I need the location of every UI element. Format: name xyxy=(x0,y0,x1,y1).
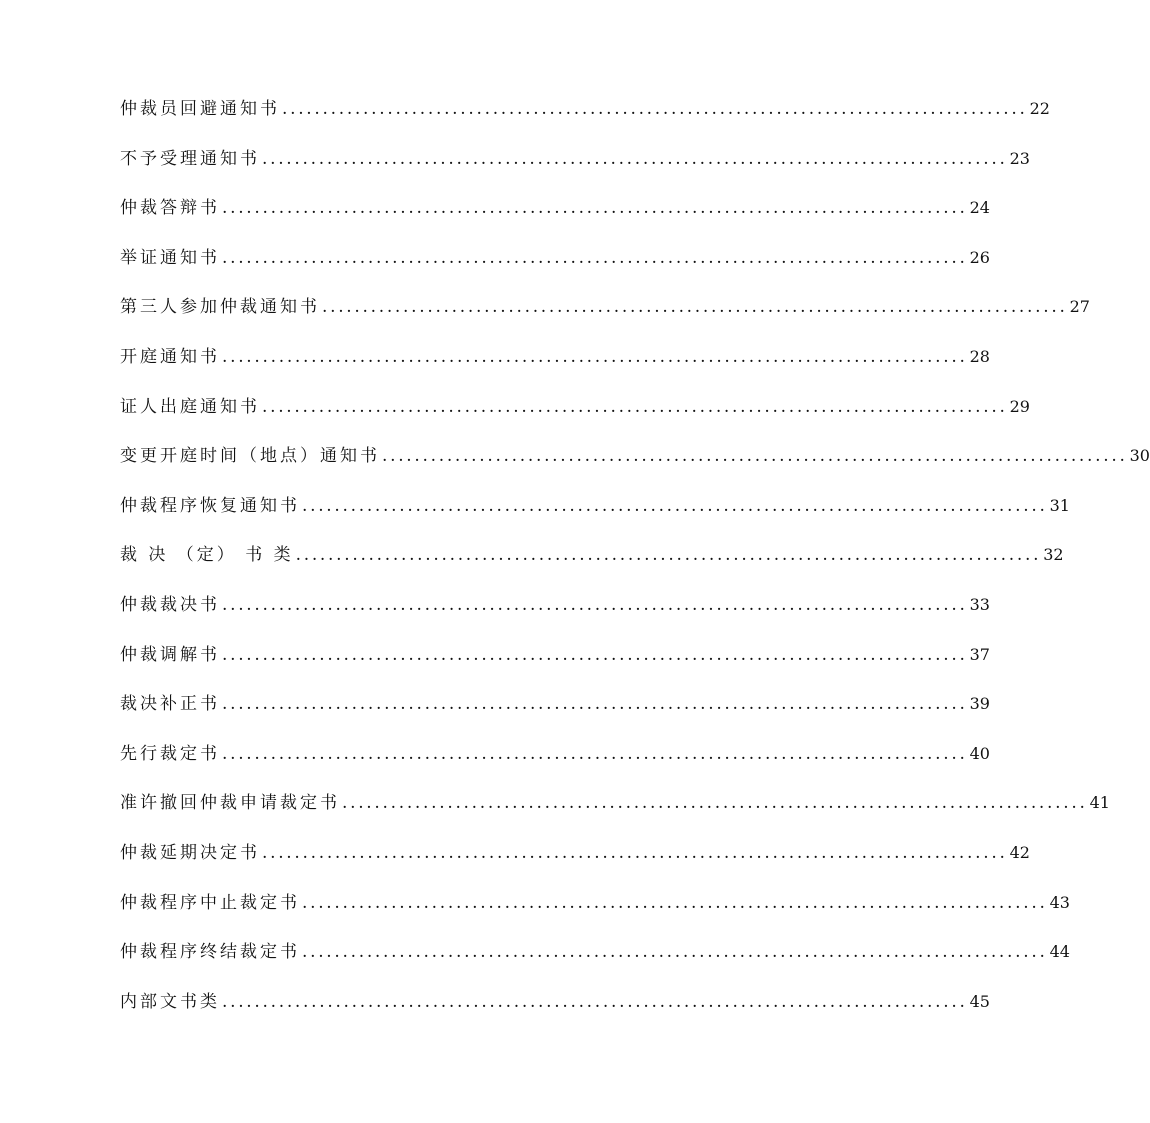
toc-entry-title: 第三人参加仲裁通知书 xyxy=(120,297,320,318)
toc-page-number: 37 xyxy=(969,644,990,664)
toc-entry[interactable] xyxy=(120,296,1090,346)
toc-entry[interactable] xyxy=(120,693,990,743)
table-of-contents xyxy=(120,98,1150,1040)
toc-dot-leader: ............................................................................................ xyxy=(222,198,968,219)
toc-dot-leader: ............................................................................................ xyxy=(282,99,1028,119)
toc-page-number: 42 xyxy=(1009,842,1030,862)
toc-entry-title: 仲裁程序恢复通知书 xyxy=(120,495,300,516)
toc-entry-title: 仲裁调解书 xyxy=(120,644,220,665)
toc-entry[interactable] xyxy=(120,98,1050,148)
toc-entry-title: 仲裁裁决书 xyxy=(120,594,220,615)
toc-dot-leader: ............................................................................................ xyxy=(222,644,968,665)
toc-page-number: 33 xyxy=(969,594,990,614)
toc-dot-leader: ............................................................................................ xyxy=(222,346,968,367)
toc-page-number: 39 xyxy=(969,694,990,714)
toc-dot-leader: ............................................................................................ xyxy=(222,991,968,1012)
toc-dot-leader: ............................................................................................ xyxy=(222,594,968,615)
toc-page-number: 44 xyxy=(1049,942,1070,962)
toc-entry[interactable] xyxy=(120,842,1030,892)
toc-entry-title: 仲裁答辩书 xyxy=(120,198,220,219)
toc-dot-leader: ............................................................................................ xyxy=(262,396,1008,417)
toc-page-number: 45 xyxy=(969,991,990,1011)
toc-entry[interactable] xyxy=(120,247,990,297)
toc-entry-title: 内部文书类 xyxy=(120,991,220,1012)
toc-dot-leader: ............................................................................................ xyxy=(302,942,1048,963)
toc-page-number: 26 xyxy=(969,247,990,267)
toc-entry[interactable] xyxy=(120,148,1030,198)
toc-entry-title: 裁决补正书 xyxy=(120,694,220,715)
toc-entry[interactable] xyxy=(120,941,1070,991)
toc-dot-leader: ............................................................................................ xyxy=(222,743,968,764)
toc-dot-leader: ............................................................................................ xyxy=(382,446,1128,467)
toc-page-number: 43 xyxy=(1049,892,1070,912)
toc-page-number: 32 xyxy=(1043,545,1064,565)
toc-entry-title: 变更开庭时间（地点）通知书 xyxy=(120,446,380,467)
toc-entry-title: 证人出庭通知书 xyxy=(120,396,260,417)
toc-page-number: 41 xyxy=(1089,793,1110,813)
toc-dot-leader: ............................................................................................ xyxy=(262,842,1008,863)
toc-entry-title: 仲裁延期决定书 xyxy=(120,842,260,863)
toc-entry-title: 仲裁程序中止裁定书 xyxy=(120,892,300,913)
toc-entry[interactable] xyxy=(120,892,1070,942)
toc-page-number: 28 xyxy=(969,346,990,366)
toc-page-number: 30 xyxy=(1129,446,1150,466)
toc-entry[interactable] xyxy=(120,991,990,1041)
toc-page-number: 27 xyxy=(1069,297,1090,317)
toc-entry[interactable] xyxy=(120,544,1064,594)
toc-dot-leader: ............................................................................................ xyxy=(322,297,1068,318)
toc-entry-title: 仲裁程序终结裁定书 xyxy=(120,942,300,963)
toc-dot-leader: ............................................................................................ xyxy=(295,545,1042,566)
toc-dot-leader: ............................................................................................ xyxy=(222,694,968,715)
toc-page-number: 40 xyxy=(969,743,990,763)
toc-page-number: 23 xyxy=(1009,148,1030,168)
toc-entry-title: 不予受理通知书 xyxy=(120,148,260,169)
toc-entry-title: 仲裁员回避通知书 xyxy=(120,99,280,119)
toc-entry[interactable] xyxy=(120,197,990,247)
toc-entry-title: 举证通知书 xyxy=(120,247,220,268)
toc-dot-leader: ............................................................................................ xyxy=(222,247,968,268)
toc-entry[interactable] xyxy=(120,594,990,644)
toc-page-number: 24 xyxy=(969,198,990,218)
toc-entry[interactable] xyxy=(120,346,990,396)
toc-dot-leader: ............................................................................................ xyxy=(342,793,1088,814)
toc-entry[interactable] xyxy=(120,495,1070,545)
toc-page-number: 22 xyxy=(1029,99,1050,118)
toc-entry[interactable] xyxy=(120,396,1030,446)
toc-entry-title: 开庭通知书 xyxy=(120,346,220,367)
toc-entry-title: 准许撤回仲裁申请裁定书 xyxy=(120,793,340,814)
toc-entry[interactable] xyxy=(120,644,990,694)
toc-dot-leader: ............................................................................................ xyxy=(262,148,1008,169)
toc-entry[interactable] xyxy=(120,445,1150,495)
toc-page-number: 29 xyxy=(1009,396,1030,416)
toc-entry[interactable] xyxy=(120,743,990,793)
toc-entry-title: 先行裁定书 xyxy=(120,743,220,764)
toc-entry[interactable] xyxy=(120,792,1110,842)
toc-entry-title: 裁 决 （定） 书 类 xyxy=(120,545,294,566)
toc-dot-leader: ............................................................................................ xyxy=(302,495,1048,516)
toc-page-number: 31 xyxy=(1049,495,1070,515)
toc-dot-leader: ............................................................................................ xyxy=(302,892,1048,913)
